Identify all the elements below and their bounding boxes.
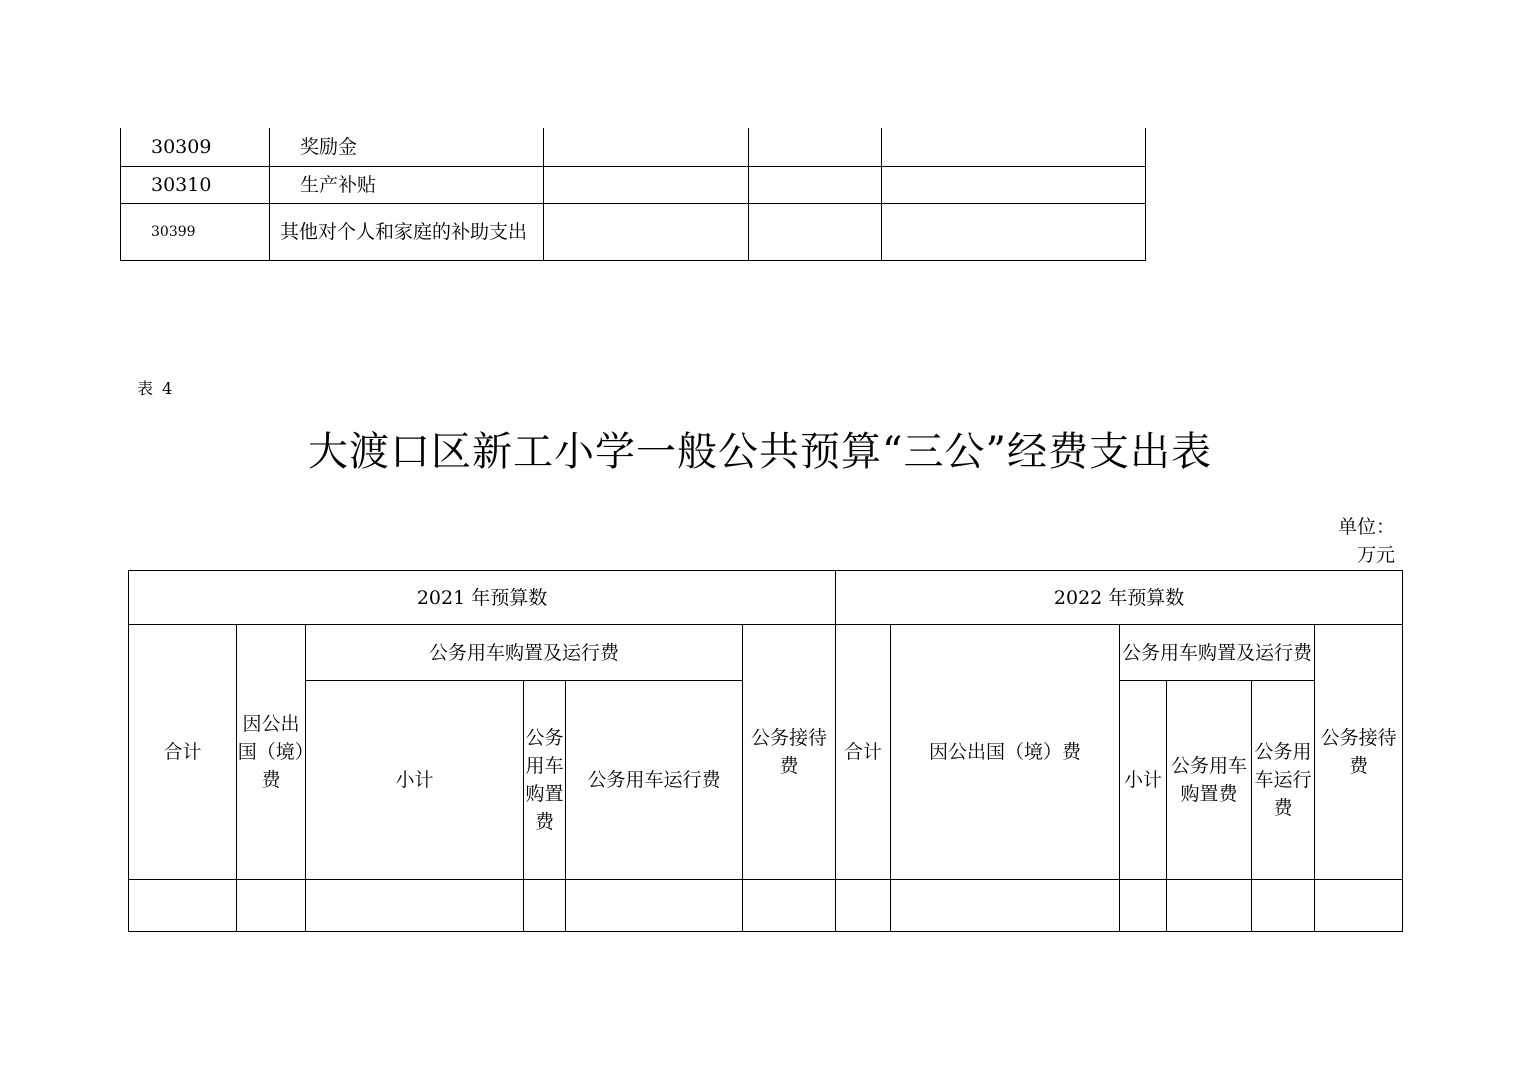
- empty-cell: [882, 166, 1146, 203]
- header-row-groups: [129, 625, 1403, 681]
- col-2022-vehicle-group: 公务用车购置及运行费: [1120, 625, 1315, 681]
- col-2022-reception: 公务接待费: [1315, 625, 1403, 880]
- col-2022-abroad: 因公出国（境）费: [891, 625, 1120, 880]
- table-number-label: 表 4: [137, 379, 175, 398]
- table-row: [129, 880, 1403, 932]
- table-row: [121, 203, 1146, 260]
- row-name: 其他对个人和家庭的补助支出: [270, 203, 544, 260]
- col-2021-subtotal: 小计: [306, 681, 524, 880]
- empty-cell: [1315, 880, 1403, 932]
- col-2022-total: 合计: [836, 625, 891, 880]
- col-2021-total: 合计: [129, 625, 237, 880]
- empty-cell: [891, 880, 1120, 932]
- empty-cell: [524, 880, 566, 932]
- unit-label: 单位：万元: [1337, 516, 1395, 566]
- three-public-expenses-table: [128, 570, 1403, 932]
- empty-cell: [544, 128, 749, 166]
- row-name: 奖励金: [270, 128, 544, 166]
- row-code: 30309: [121, 128, 270, 166]
- col-2021-vehicle-operation: 公务用车运行费: [566, 681, 743, 880]
- table-row: [121, 166, 1146, 203]
- empty-cell: [882, 203, 1146, 260]
- col-2021-reception: 公务接待费: [743, 625, 836, 880]
- empty-cell: [1167, 880, 1252, 932]
- year-2022-header: 2022 年预算数: [836, 571, 1403, 625]
- row-code: 30399: [121, 203, 270, 260]
- empty-cell: [836, 880, 891, 932]
- header-row-years: [129, 571, 1403, 625]
- col-2022-subtotal: 小计: [1120, 681, 1167, 880]
- col-2022-vehicle-operation: 公务用车运行费: [1252, 681, 1315, 880]
- empty-cell: [749, 166, 882, 203]
- empty-cell: [544, 203, 749, 260]
- table-row: [121, 128, 1146, 166]
- empty-cell: [306, 880, 524, 932]
- row-code: 30310: [121, 166, 270, 203]
- empty-cell: [882, 128, 1146, 166]
- empty-cell: [749, 203, 882, 260]
- empty-cell: [129, 880, 237, 932]
- page-title: 大渡口区新工小学一般公共预算“三公”经费支出表: [308, 429, 1212, 475]
- empty-cell: [544, 166, 749, 203]
- empty-cell: [1252, 880, 1315, 932]
- col-2021-vehicle-group: 公务用车购置及运行费: [306, 625, 743, 681]
- expense-detail-table: [120, 128, 1146, 261]
- row-name: 生产补贴: [270, 166, 544, 203]
- empty-cell: [743, 880, 836, 932]
- empty-cell: [237, 880, 306, 932]
- year-2021-header: 2021 年预算数: [129, 571, 836, 625]
- empty-cell: [1120, 880, 1167, 932]
- col-2022-vehicle-purchase: 公务用车购置费: [1167, 681, 1252, 880]
- col-2021-vehicle-purchase: 公务用车购置费: [524, 681, 566, 880]
- empty-cell: [749, 128, 882, 166]
- col-2021-abroad: 因公出国（境）费: [237, 625, 306, 880]
- empty-cell: [566, 880, 743, 932]
